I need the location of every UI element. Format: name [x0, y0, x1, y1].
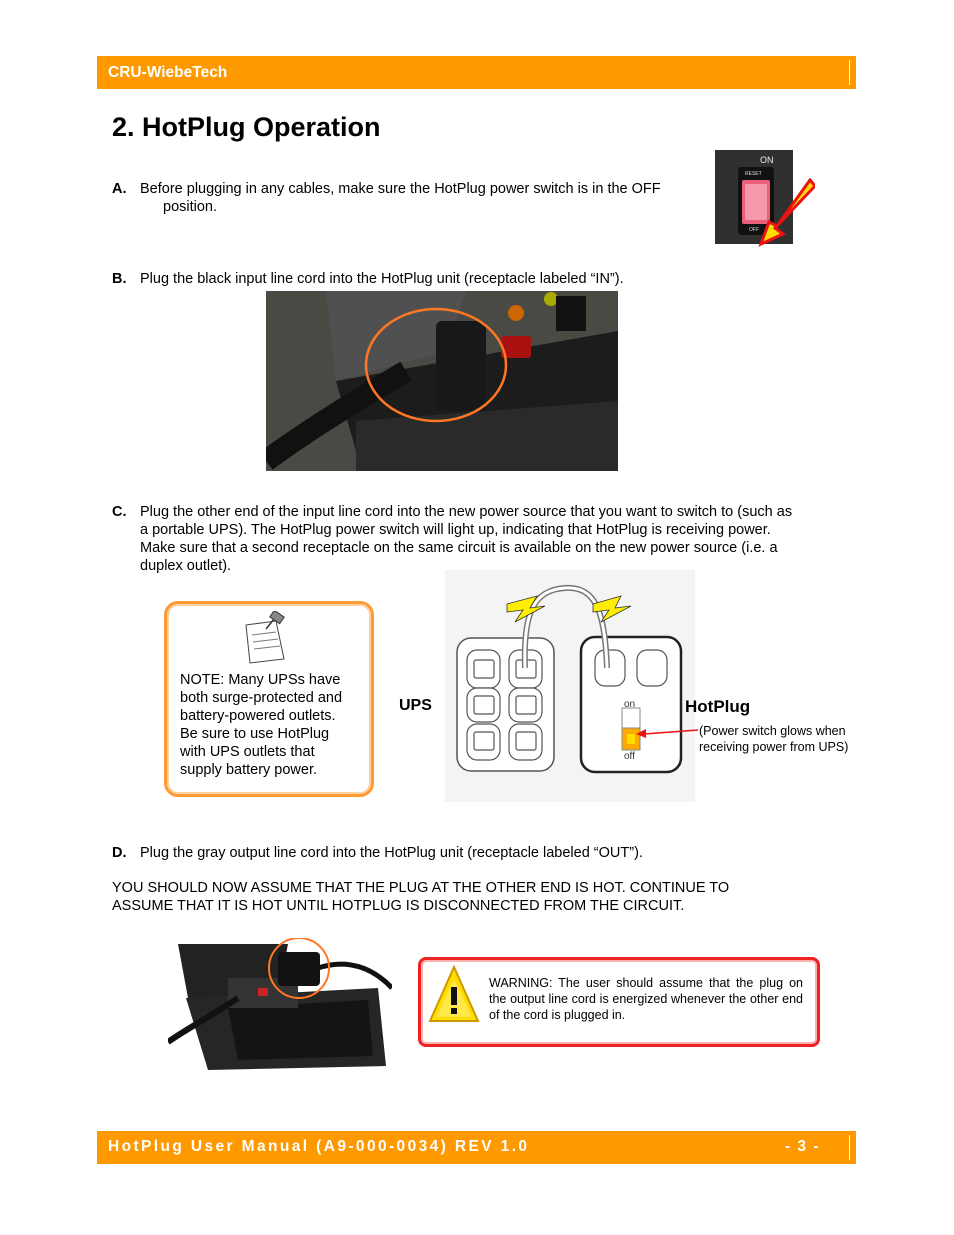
red-pointer-arrow-icon [636, 726, 700, 740]
step-b-text: Plug the black input line cord into the HotPlug unit (receptacle labeled “IN”). [140, 271, 624, 287]
note-line: supply battery power. [180, 762, 318, 778]
note-line: with UPS outlets that [180, 744, 315, 760]
header-band [97, 56, 856, 89]
diagram-caption [699, 723, 848, 755]
header-brand: CRU-WiebeTech [108, 64, 228, 81]
note-line: both surge-protected and [180, 690, 343, 706]
note-line: battery-powered outlets. [180, 708, 336, 724]
footer-band [97, 1131, 856, 1164]
step-a-text-cont: position. [163, 199, 218, 215]
hotplug-label: HotPlug [685, 697, 751, 716]
step-b-letter: B. [112, 271, 127, 287]
step-b [112, 270, 812, 288]
step-a-letter: A. [112, 181, 127, 197]
hot-notice-line: YOU SHOULD NOW ASSUME THAT THE PLUG AT THE OTHER END IS HOT. CONTINUE TO [112, 880, 730, 896]
red-arrow-icon [755, 178, 815, 248]
step-a-text: Before plugging in any cables, make sure the HotPlug power switch is in the OFF [140, 181, 661, 197]
ups-label: UPS [399, 697, 432, 714]
step-c-line3: Make sure that a second receptacle on the same circuit is available on the new power source (i.e. a [140, 540, 778, 556]
input-cord-photo [266, 291, 618, 471]
step-c-line2: a portable UPS). The HotPlug power switch will light up, indicating that HotPlug is receiving power. [140, 522, 771, 538]
footer-page-number: - 3 - [784, 1138, 820, 1155]
note-pin-icon [240, 611, 288, 665]
warning-text: WARNING: The user should assume that the plug on the output line cord is energized whenever the other end of the cord is plugged in. [489, 976, 803, 1022]
step-c [112, 503, 852, 575]
note-text [180, 671, 366, 779]
caption-line: (Power switch glows when [699, 724, 846, 738]
switch-on-label: ON [760, 155, 774, 165]
note-line: Be sure to use HotPlug [180, 726, 330, 742]
step-c-letter: C. [112, 504, 127, 520]
section-number: 2. [112, 112, 135, 142]
step-c-line4: duplex outlet). [140, 558, 232, 574]
switch-on-text: on [624, 699, 636, 710]
section-title [112, 112, 381, 143]
note-line: NOTE: Many UPSs have [180, 672, 341, 688]
step-c-line1: Plug the other end of the input line cord into the new power source that you want to switch to (such as [140, 504, 793, 520]
switch-reset-label: RESET [745, 171, 762, 177]
section-title-text: HotPlug Operation [142, 112, 381, 142]
step-d-text: Plug the gray output line cord into the HotPlug unit (receptacle labeled “OUT”). [140, 845, 643, 861]
footer-manual-title: HotPlug User Manual (A9-000-0034) REV 1.0 [108, 1138, 530, 1155]
footer-divider [849, 1135, 850, 1160]
ups-hotplug-diagram [445, 570, 695, 802]
hot-notice [112, 879, 852, 915]
switch-off-text: off [624, 751, 635, 762]
switch-off-label: OFF [749, 227, 759, 233]
warning-icon [428, 965, 480, 1027]
step-d-letter: D. [112, 845, 127, 861]
header-divider [849, 60, 850, 85]
output-cord-photo [168, 938, 392, 1070]
step-d [112, 844, 812, 862]
hot-notice-line: ASSUME THAT IT IS HOT UNTIL HOTPLUG IS DISCONNECTED FROM THE CIRCUIT. [112, 898, 685, 914]
caption-line: receiving power from UPS) [699, 740, 849, 754]
step-a [112, 180, 712, 216]
